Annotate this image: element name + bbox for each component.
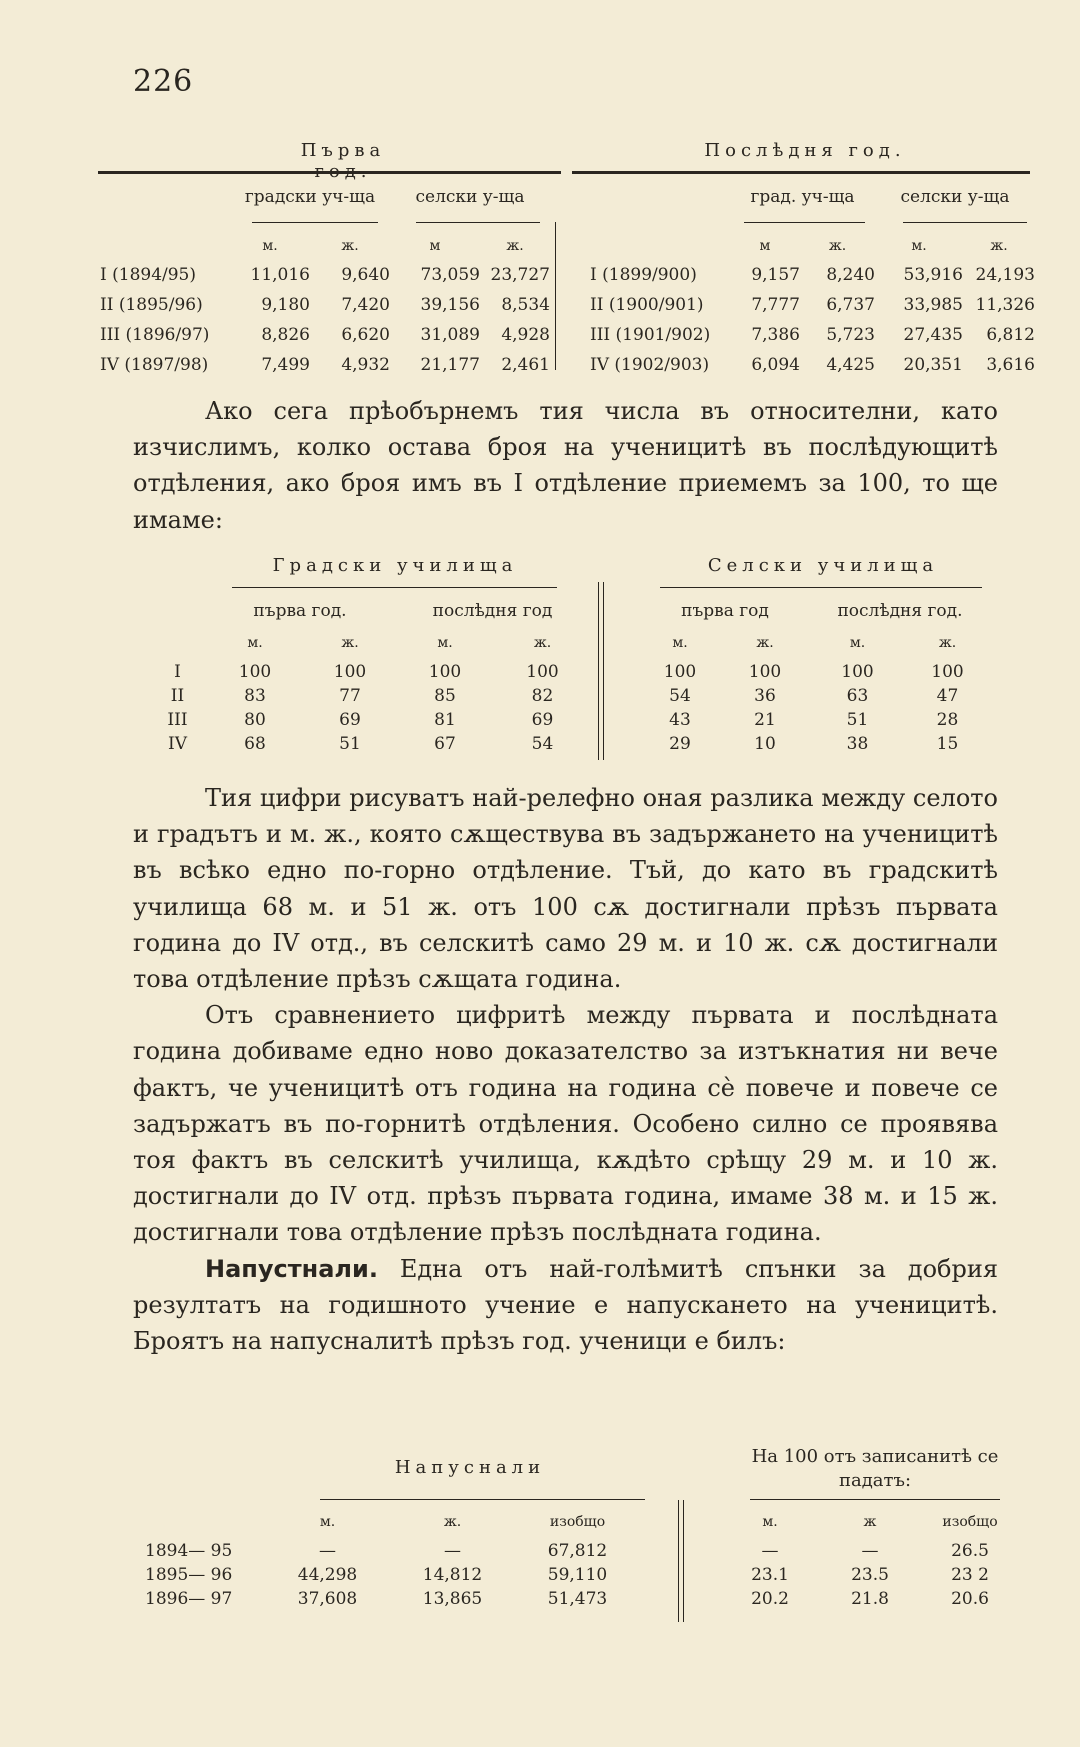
t2-cell: 81: [434, 710, 456, 730]
t1-left-cell: II (1895/96): [100, 295, 203, 315]
t1-left-cell: III (1896/97): [100, 325, 210, 345]
t2-cell: 100: [841, 662, 874, 682]
t2-cell: 82: [531, 686, 554, 706]
table2-right-title: Селски училища: [707, 555, 939, 576]
table3-left-title: Напуснали: [394, 1457, 546, 1478]
t3-cell: 67,812: [547, 1541, 608, 1561]
paragraph-4: [133, 1251, 998, 1360]
t1-left-cell: 4,932: [341, 355, 390, 375]
t2-sub: ж.: [533, 635, 552, 651]
t1-left-group-village: селски у-ща: [415, 187, 525, 207]
t2-cell: 100: [748, 662, 782, 682]
page-number: 226: [133, 64, 194, 99]
t1-right-cell: 7,777: [751, 295, 800, 315]
t1-right-cell: IV (1902/903): [590, 355, 710, 375]
t1-left-cell: 39,156: [420, 295, 480, 315]
t2-cell: 100: [931, 662, 964, 682]
t1-right-cell: I (1899/900): [590, 265, 697, 285]
t1-left-cell: 8,534: [501, 295, 550, 315]
table1-left-title: Първа год.: [300, 140, 386, 182]
t1-left-cell: 9,180: [261, 295, 310, 315]
t1-left-cell: 73,059: [420, 265, 480, 285]
t2-group: послѣдня год.: [837, 601, 963, 621]
t1-right-cell: 33,985: [903, 295, 963, 315]
t3-cell: 20.6: [951, 1589, 989, 1609]
t2-cell: 21: [754, 710, 776, 730]
t3-year: 1894— 95: [145, 1541, 233, 1561]
t1-left-cell: 7,499: [261, 355, 310, 375]
paragraph-1-text: Ако сега прѣобърнемъ тия числа въ относителни, като изчислимъ, колко остава броя на ученицитѣ въ послѣдующитѣ отдѣления, ако броя имъ въ I отдѣление приемемъ за 100, то ще имаме:: [133, 397, 998, 534]
t2-cell: 69: [531, 710, 554, 730]
table1-left: [100, 182, 550, 380]
t1-left-cell: 21,177: [420, 355, 480, 375]
table1-left-rule: [98, 171, 561, 174]
t3-cell: 26.5: [951, 1541, 989, 1561]
t1-left-sub: ж.: [506, 238, 524, 254]
t1-right-cell: 8,240: [826, 265, 875, 285]
t3-cell: 59,110: [547, 1565, 608, 1585]
t2-cell: 63: [846, 686, 869, 706]
paragraph-1: [133, 393, 998, 538]
paragraph-3: Отъ сравнението цифритѣ между първата и послѣдната година добиваме едно ново доказателство за изтъкнатия ни вече фактъ, че ученицитѣ отъ година на година сѐ повече и повече се задържатъ въ по-горнитѣ отдѣления. Особено силно се проявява тоя фактъ въ селскитѣ училища, кѫдѣто срѣщу 29 м. и 10 ж. достигнали до IV отд. прѣзъ първата година, имаме 38 м. и 15 ж. достигнали това отдѣление прѣзъ послѣдната година.: [133, 1001, 998, 1247]
t3-cell: —: [761, 1541, 779, 1561]
t2-cell: 69: [339, 710, 361, 730]
t3-cell: 37,608: [297, 1589, 358, 1609]
t1-left-cell: 31,089: [420, 325, 480, 345]
t1-left-group-city: градски уч-ща: [244, 187, 376, 207]
table1-right-title: Послѣдня год.: [704, 140, 906, 161]
t2-cell: 47: [936, 686, 959, 706]
t2-cell: 83: [244, 686, 266, 706]
t2-group: първа год: [681, 601, 769, 621]
t2-cell: 38: [846, 734, 869, 754]
t1-right-cell: 6,812: [986, 325, 1035, 345]
t1-right-group-village: селски у-ща: [900, 187, 1010, 207]
paragraph-4-text: Една отъ най-голѣмитѣ спънки за добрия резултатъ на годишното учение е напускането на ученицитѣ. Броятъ на напусналитѣ прѣзъ год. ученици е билъ:: [133, 1254, 998, 1356]
t1-left-cell: 6,620: [341, 325, 390, 345]
t3-cell: 21.8: [851, 1589, 889, 1609]
t1-left-cell: 8,826: [261, 325, 310, 345]
t1-left-cell: 23,727: [490, 265, 550, 285]
t2-sub: м.: [672, 635, 688, 651]
t2-sub: ж.: [756, 635, 774, 651]
t3-cell: 14,812: [422, 1565, 483, 1585]
t1-left-sub: ж.: [341, 238, 359, 254]
paragraph-4-heading: Напустнали.: [205, 1254, 378, 1283]
t1-right-sub: м.: [911, 238, 927, 254]
t3-cell: 20.2: [751, 1589, 789, 1609]
t3-cell: 51,473: [547, 1589, 608, 1609]
t2-row-label: IV: [168, 734, 187, 754]
t1-left-cell: 2,461: [501, 355, 550, 375]
t2-cell: 10: [754, 734, 776, 754]
t2-cell: 80: [244, 710, 266, 730]
t1-right-sub: м: [759, 238, 771, 254]
t3-sub: м.: [319, 1514, 336, 1530]
t1-right-cell: II (1900/901): [590, 295, 704, 315]
t2-cell: 15: [936, 734, 959, 754]
t1-left-cell: 11,016: [250, 265, 310, 285]
t1-right-cell: 4,425: [826, 355, 875, 375]
t2-sub: ж.: [341, 635, 359, 651]
t1-right-cell: 5,723: [826, 325, 875, 345]
t3-sub: ж.: [443, 1514, 462, 1530]
t2-cell: 28: [936, 710, 959, 730]
t2-cell: 68: [244, 734, 266, 754]
t3-year: 1895— 96: [145, 1565, 233, 1585]
t2-group: първа год.: [253, 601, 347, 621]
table2-right: [640, 596, 990, 756]
t2-row-label: II: [170, 686, 185, 706]
t1-left-cell: 4,928: [501, 325, 550, 345]
t1-right-cell: 11,326: [975, 295, 1035, 315]
t1-right-group-city: град. уч-ща: [750, 187, 855, 207]
table3-left: [145, 1505, 640, 1611]
table1-right: [590, 182, 1035, 380]
t2-sub: м.: [849, 635, 866, 651]
t1-right-cell: 27,435: [903, 325, 963, 345]
t3-sub: изобщо: [942, 1514, 998, 1530]
t2-cell: 100: [428, 662, 462, 682]
t3-year: 1896— 97: [145, 1589, 233, 1609]
t2-cell: 54: [669, 686, 691, 706]
t1-right-cell: 24,193: [975, 265, 1035, 285]
t1-right-cell: III (1901/902): [590, 325, 711, 345]
table2-divider: [598, 582, 604, 760]
t2-cell: 43: [669, 710, 691, 730]
t3-cell: 23.5: [851, 1565, 889, 1585]
t3-cell: —: [861, 1541, 879, 1561]
table2-left-brace: [232, 587, 557, 588]
t2-group: послѣдня год: [432, 601, 553, 621]
t2-row-label: III: [167, 710, 188, 730]
t1-left-sub: м: [429, 238, 441, 254]
t2-sub: м.: [247, 635, 263, 651]
t3-sub: м.: [762, 1514, 778, 1530]
t1-right-cell: 53,916: [903, 265, 963, 285]
t2-cell: 36: [754, 686, 776, 706]
t3-cell: —: [319, 1541, 336, 1561]
t3-sub: ж: [863, 1514, 877, 1530]
t2-sub: м.: [437, 635, 453, 651]
t1-right-cell: 9,157: [751, 265, 800, 285]
t2-cell: 100: [333, 662, 367, 682]
t2-cell: 29: [669, 734, 691, 754]
t1-right-cell: 20,351: [903, 355, 963, 375]
t2-cell: 100: [663, 662, 697, 682]
t2-cell: 100: [238, 662, 272, 682]
table3-right-title: На 100 отъ записанитѣ се падатъ:: [751, 1446, 999, 1491]
t3-cell: 23 2: [951, 1565, 989, 1585]
table1-divider: [555, 222, 556, 370]
t2-cell: 100: [526, 662, 559, 682]
t1-right-sub: ж.: [828, 238, 847, 254]
t2-row-label: I: [174, 662, 181, 682]
t1-left-cell: 9,640: [341, 265, 390, 285]
table2-right-brace: [660, 587, 982, 588]
t3-cell: 44,298: [297, 1565, 358, 1585]
t1-right-cell: 7,386: [751, 325, 800, 345]
t2-cell: 51: [846, 710, 869, 730]
table2-left: [150, 596, 590, 756]
paragraph-2: Тия цифри рисуватъ най-релефно оная разлика между селото и градътъ и м. ж., която сѫществува въ задържането на ученицитѣ въ всѣко едно по-горно отдѣление. Тъй, до като въ градскитѣ училища 68 м. и 51 ж. отъ 100 сѫ достигнали прѣзъ първата година до IV отд., въ селскитѣ само 29 м. и 10 ж. сѫ достигнали това отдѣление прѣзъ сѫщата година.: [133, 784, 998, 994]
t2-cell: 77: [339, 686, 361, 706]
t3-cell: —: [444, 1541, 461, 1561]
table3-right: [720, 1505, 1020, 1611]
table3-right-brace: [750, 1499, 1000, 1500]
t1-right-sub: ж.: [990, 238, 1008, 254]
t1-left-sub: м.: [262, 238, 278, 254]
table3-divider: [678, 1500, 684, 1622]
t1-left-cell: 7,420: [341, 295, 390, 315]
table2-left-title: Градски училища: [272, 555, 518, 576]
t2-cell: 54: [531, 734, 554, 754]
table1-right-rule: [572, 171, 1030, 174]
t3-cell: 13,865: [422, 1589, 483, 1609]
t1-right-cell: 6,737: [826, 295, 875, 315]
t1-left-cell: IV (1897/98): [100, 355, 209, 375]
t2-cell: 51: [339, 734, 361, 754]
t2-cell: 85: [434, 686, 456, 706]
t3-cell: 23.1: [751, 1565, 789, 1585]
t1-right-cell: 6,094: [751, 355, 800, 375]
t1-right-cell: 3,616: [986, 355, 1035, 375]
t2-cell: 67: [434, 734, 456, 754]
table3-left-brace: [320, 1499, 645, 1500]
t1-left-cell: I (1894/95): [100, 265, 197, 285]
t2-sub: ж.: [938, 635, 957, 651]
paragraph-block: [133, 780, 998, 1359]
t3-sub: изобщо: [549, 1514, 606, 1530]
